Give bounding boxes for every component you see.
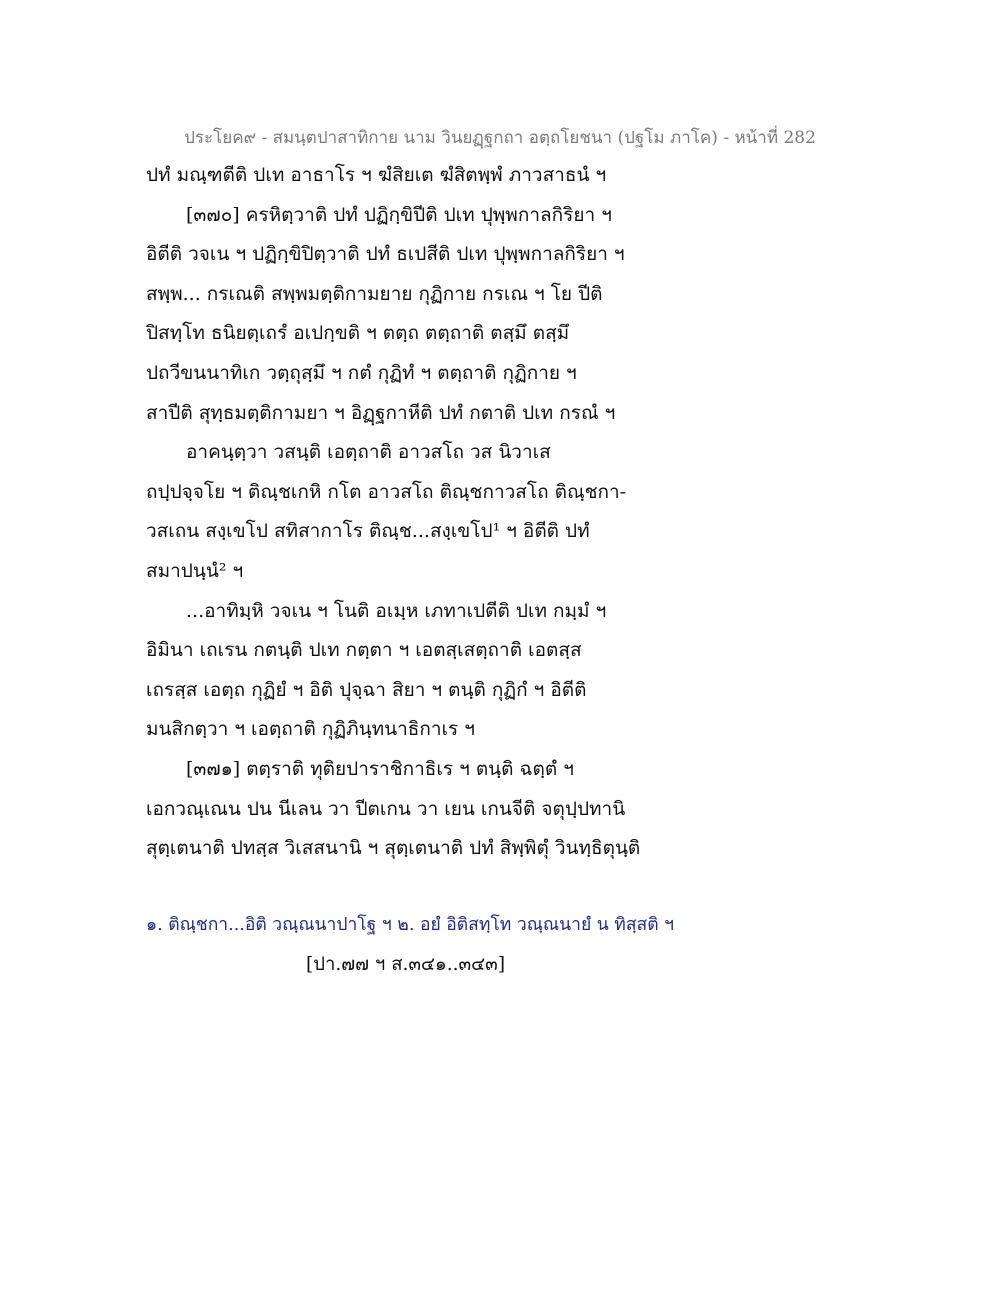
text-line: [๓๗๑] ตตฺราติ ทุติยปาราชิกาธิเร ฯ ตนฺติ ฉตฺตํ ฯ — [186, 757, 574, 780]
text-line: อิตีติ วจเน ฯ ปฏิกฺขิปิตฺวาติ ปทํ ธเปสีติ ปเท ปุพฺพกาลกิริยา ฯ — [146, 243, 625, 266]
text-line: เอกวณฺเณน ปน นีเลน วา ปีตเกน วา เยน เกนจีติ จตุปฺปทานิ — [146, 797, 626, 820]
text-line: มนสิกตฺวา ฯ เอตฺถาติ กุฏิภินฺทนาธิกาเร ฯ — [146, 718, 475, 741]
page-header: ประโยค๙ - สมนฺตปาสาทิกาย นาม วินยฏฺฐกถา อตฺถโยชนา (ปฐโม ภาโค) - หน้าที่ 282 — [184, 128, 816, 148]
text-line: วสเถน สงฺเขโป สทิสากาโร ติณฺช...สงฺเขโป¹ ฯ อิตีติ ปทํ — [146, 520, 590, 543]
text-line: สาปีติ สุทฺธมตฺติกามยา ฯ อิฏฺฐกาหีติ ปทํ กตาติ ปเท กรณํ ฯ — [146, 401, 616, 424]
footnote: ๑. ติณฺชกา...อิติ วณฺณนาปาโฐ ฯ ๒. อยํ อิติสทฺโท วณฺณนายํ น ทิสฺสติ ฯ — [146, 915, 674, 935]
text-line: ...อาทิมฺหิ วจเน ฯ โนติ อเมฺห เภทาเปตีติ ปเท กมฺมํ ฯ — [186, 599, 607, 622]
text-line: สมาปนฺนํ² ฯ — [146, 559, 244, 582]
text-line: เถรสฺส เอตฺถ กุฏิยํ ฯ อิติ ปุจฺฉา สิยา ฯ ตนฺติ กุฏิกํ ฯ อิตีติ — [146, 678, 587, 701]
text-line: ปิสทฺโท ธนิยตฺเถรํ อเปกฺขติ ฯ ตตฺถ ตตฺถาติ ตสฺมึ ตสฺมึ — [146, 322, 570, 345]
text-line: ปถวีขนนาทิเก วตฺถุสฺมึ ฯ กตํ กุฏิทํ ฯ ตตฺถาติ กุฏิกาย ฯ — [146, 361, 577, 384]
body-text — [146, 156, 866, 869]
text-line: ถปฺปจฺจโย ฯ ติณฺชเกหิ กโต อาวสโถ ติณฺชกาวสโถ ติณฺชกา- — [146, 480, 627, 503]
text-line: [๓๗๐] ครหิตฺวาติ ปทํ ปฏิกฺขิปีติ ปเท ปุพฺพกาลกิริยา ฯ — [186, 203, 612, 226]
text-line: ปทํ มณฺฑตีติ ปเท อาธาโร ฯ ฆํสิยเต ฆํสิตพฺพํ ภาวสาธนํ ฯ — [146, 164, 607, 186]
text-line: สพฺพ... กรเณติ สพฺพมตฺติกามยาย กุฏิกาย กรเณ ฯ โย ปีติ — [146, 282, 603, 305]
page-reference: [ปา.๗๗ ฯ ส.๓๔๑..๓๔๓] — [306, 954, 506, 975]
text-line: สุตฺเตนาติ ปทสฺส วิเสสนานิ ฯ สุตฺเตนาติ ปทํ สิพฺพิตุํ วินทฺธิตุนฺติ — [146, 837, 641, 860]
text-line: อิมินา เถเรน กตนฺติ ปเท กตฺตา ฯ เอตสฺเสตฺถาติ เอตสฺส — [146, 639, 582, 662]
text-line: อาคนฺตฺวา วสนฺติ เอตฺถาติ อาวสโถ วส นิวาเส — [186, 441, 551, 464]
